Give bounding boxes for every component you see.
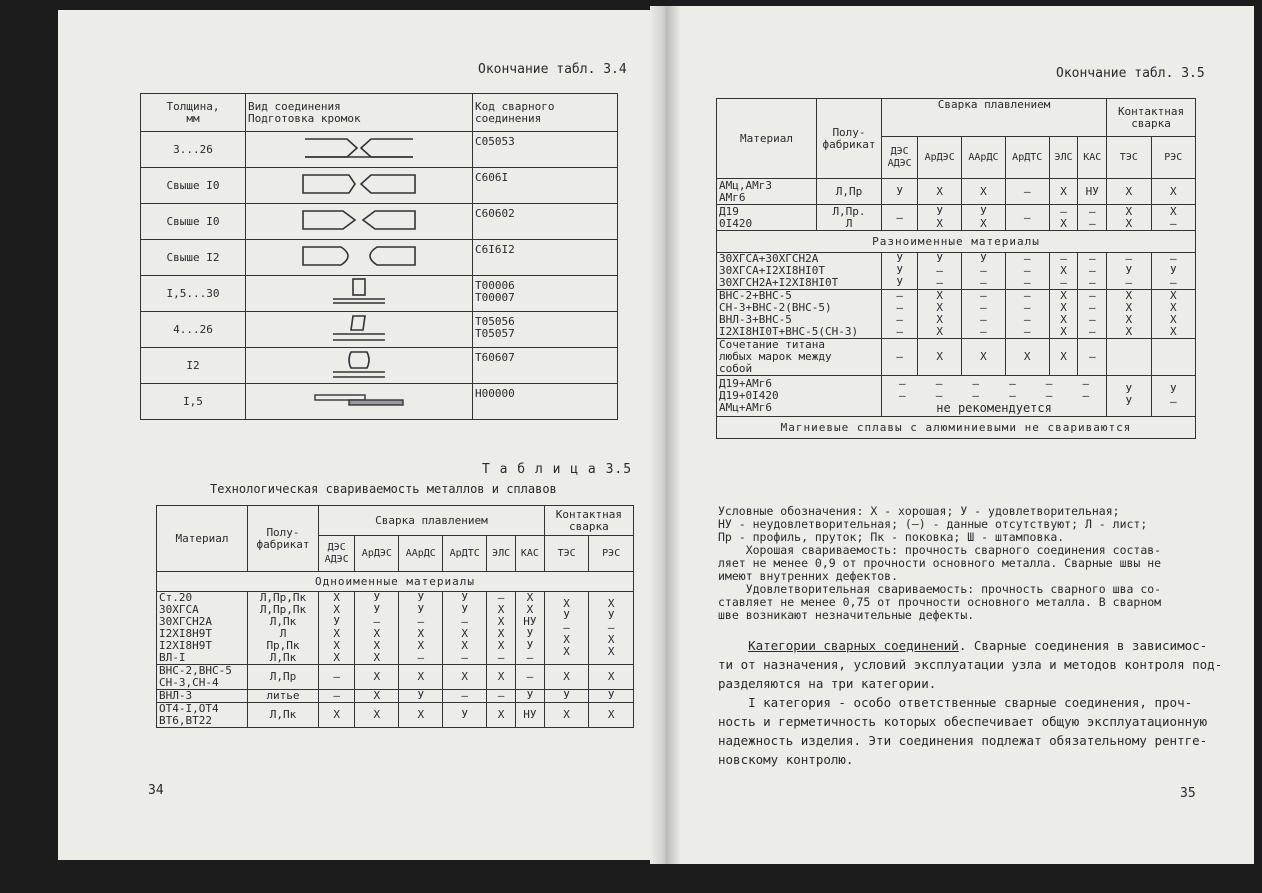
sub-header-4: ЭЛС: [487, 536, 516, 572]
t34-row: [141, 240, 618, 276]
rating-cell: У –: [1151, 376, 1195, 417]
rating-cell: У: [544, 690, 589, 703]
prose-body: ти от назначения, условий эксплуатации узла и методов контроля под- разделяются на три категории. I категория - особо ответственные сварные соединения, проч- ность и герметичность которых обеспечивает общую эксплуатационную надежность изделия. Эти соединения подлежат обязательному рентге- новскому контролю.: [718, 657, 1223, 767]
rating-cell: Х: [962, 179, 1006, 205]
code-cell: T60607: [473, 348, 618, 384]
book-spine: [650, 6, 680, 864]
rating-cell: У: [516, 690, 545, 703]
rating-cell: Х Х Х Х: [1151, 290, 1195, 339]
rating-cell: –: [1078, 339, 1107, 376]
table-3-5: [156, 505, 634, 728]
t34-row: [141, 276, 618, 312]
rating-value: – –: [935, 377, 943, 402]
rating-cell: У: [443, 703, 487, 728]
r-header-fusion: Сварка плавлением: [882, 99, 1107, 137]
header-semi: Полу- фабрикат: [248, 506, 319, 572]
joint-shape-cell: [246, 312, 473, 348]
continuation-label-35: Окончание табл. 3.5: [1056, 66, 1205, 81]
sub-header-5: КАС: [516, 536, 545, 572]
page-number-34: 34: [148, 783, 164, 798]
t35-row: [157, 592, 634, 665]
sub-header-5: КАС: [1078, 137, 1107, 179]
thickness-cell: Свыше I2: [141, 240, 246, 276]
rating-cell: Х: [589, 703, 634, 728]
rating-cell: – – – –: [1005, 290, 1049, 339]
sub-header-4: ЭЛС: [1049, 137, 1078, 179]
overlap-joint-icon: [248, 392, 470, 411]
rating-cell: У У – Х Х –: [399, 592, 443, 665]
prose-first-line: [718, 636, 1207, 655]
legend-text: Условные обозначения: Х - хорошая; У - удовлетворительная; НУ - неудовлетворительная; (–) - данные отсутствуют; Л - лист; Пр - профиль, пруток; Пк - поковка; Ш - штамповка. Хорошая свариваемость: прочность сварного соединения состав- ляет не менее 0,9 от прочности основного металла. Сварные швы не имеют внутренних дефектов. Удовлетворительная свариваемость: прочность сварного шва со- ставляет не менее 0,75 от прочности основного металла. В сварном шве возникают незначительные дефекты.: [718, 504, 1162, 622]
joint-shape-cell: [246, 168, 473, 204]
semi-cell: Л,Пр. Л: [817, 205, 882, 231]
code-cell: C6I6I2: [473, 240, 618, 276]
rating-cell: Х Х Х Х: [1107, 290, 1151, 339]
rating-cell: Х: [487, 665, 516, 690]
t35-row: [157, 690, 634, 703]
prose-heading: Категории сварных соединений: [748, 638, 959, 653]
semi-cell: Л,Пк: [248, 703, 319, 728]
header-fusion: Сварка плавлением: [319, 506, 545, 536]
rating-cell: Х: [544, 703, 589, 728]
rating-cell: Х: [399, 665, 443, 690]
rating-cell: Х –: [1151, 205, 1195, 231]
rating-cell: Х: [399, 703, 443, 728]
t34-row: [141, 168, 618, 204]
sub-header-0: ДЭС АДЭС: [882, 137, 918, 179]
t34-row: [141, 348, 618, 384]
thickness-cell: I,5...30: [141, 276, 246, 312]
rating-cell: Х: [1049, 339, 1078, 376]
r-header-semi: Полу- фабрикат: [817, 99, 882, 179]
r-row-mid: [717, 376, 1196, 417]
r-row-mid: [717, 290, 1196, 339]
rating-cell: – Х –: [1049, 253, 1078, 290]
sub-header-1: АрДЭС: [355, 536, 399, 572]
not-recommended-label: не рекомендуется: [936, 401, 1052, 415]
rating-cell: –: [319, 690, 355, 703]
rating-cell: Х Х НУ У У –: [516, 592, 545, 665]
rating-cell: У Х: [918, 205, 962, 231]
t34-row: [141, 132, 618, 168]
sub-header-3: АрДТС: [443, 536, 487, 572]
thickness-cell: Свыше I0: [141, 168, 246, 204]
continuation-label-34: Окончание табл. 3.4: [478, 62, 627, 77]
rating-cell: – – –: [1078, 253, 1107, 290]
table-label-3-5: Т а б л и ц а 3.5: [482, 462, 633, 477]
r-header-contact: Контактная сварка: [1107, 99, 1196, 137]
thickness-cell: I2: [141, 348, 246, 384]
rating-cell: –: [443, 690, 487, 703]
double-u-joint-icon: [248, 243, 470, 272]
rating-cell: –: [319, 665, 355, 690]
material-cell: ВНС-2+ВНС-5 СН-3+ВНС-2(ВНС-5) ВНЛ-3+ВНС-5 I2ХI8НI0Т+ВНС-5(СН-3): [717, 290, 882, 339]
rating-cell: Х: [443, 665, 487, 690]
joint-shape-cell: [246, 240, 473, 276]
rating-cell: –: [882, 339, 918, 376]
r-row-mid: [717, 339, 1196, 376]
rating-cell: [1107, 339, 1151, 376]
rating-cell: – У –: [1151, 253, 1195, 290]
tee-joint-icon: [248, 277, 470, 310]
table-title-3-5: Технологическая свариваемость металлов и сплавов: [210, 482, 557, 496]
rating-cell: – Х: [1049, 205, 1078, 231]
rating-cell: Х: [589, 665, 634, 690]
rating-cell: Х: [355, 690, 399, 703]
tee-round-joint-icon: [248, 348, 470, 383]
rating-cell: – – – –: [962, 290, 1006, 339]
rating-cell: –: [516, 665, 545, 690]
sub-header-6: ТЭС: [1107, 137, 1151, 179]
rating-cell: – – – –: [882, 290, 918, 339]
r-header-material: Материал: [717, 99, 817, 179]
tee-bevel-joint-icon: [248, 312, 470, 347]
rating-cell: У – –: [918, 253, 962, 290]
rating-cell: – У –: [1107, 253, 1151, 290]
t34-row: [141, 312, 618, 348]
material-cell: Сочетание титана любых марок между собой: [717, 339, 882, 376]
semi-cell: Л,Пр: [248, 665, 319, 690]
sub-header-6: ТЭС: [544, 536, 589, 572]
code-cell: T00006 T00007: [473, 276, 618, 312]
rating-cell: НУ: [1078, 179, 1107, 205]
x-bevel-joint-icon: [248, 135, 470, 164]
rating-cell: [1151, 339, 1195, 376]
r-row-mid: [717, 253, 1196, 290]
code-cell: C05053: [473, 132, 618, 168]
table-3-4: [140, 93, 618, 420]
t34-row: [141, 204, 618, 240]
rating-cell: –: [882, 205, 918, 231]
rating-cell: Х: [918, 339, 962, 376]
rating-cell: У У У: [882, 253, 918, 290]
rating-cell: Х Х У Х Х Х: [319, 592, 355, 665]
r-row-top: [717, 179, 1196, 205]
rating-cell: –: [1005, 205, 1049, 231]
rating-cell: –: [1005, 179, 1049, 205]
header-thickness: Толщина, мм: [141, 94, 246, 132]
semi-cell: Л,Пр: [817, 179, 882, 205]
section-different-materials: Разноименные материалы: [717, 231, 1196, 253]
rating-cell: Х: [1049, 179, 1078, 205]
rating-cell: У У: [1107, 376, 1151, 417]
header-code: Код сварного соединения: [473, 94, 618, 132]
section-same-materials: Одноименные материалы: [157, 572, 634, 592]
rating-cell: У Х: [962, 205, 1006, 231]
t34-row: [141, 384, 618, 420]
semi-cell: Л,Пр,Пк Л,Пр,Пк Л,Пк Л Пр,Пк Л,Пк: [248, 592, 319, 665]
sub-header-2: ААрДС: [962, 137, 1006, 179]
header-contact: Контактная сварка: [544, 506, 633, 536]
rating-cell: У У – Х Х Х: [355, 592, 399, 665]
rating-cell: Х: [355, 665, 399, 690]
rating-cell: Х: [918, 179, 962, 205]
sub-header-0: ДЭС АДЭС: [319, 536, 355, 572]
material-cell: ВНС-2,ВНС-5 СН-3,СН-4: [157, 665, 248, 690]
material-cell: ВНЛ-3: [157, 690, 248, 703]
sub-header-2: ААрДС: [399, 536, 443, 572]
material-cell: АМц,АМг3 АМг6: [717, 179, 817, 205]
rating-cell: – – –: [1005, 253, 1049, 290]
rating-cell: У: [589, 690, 634, 703]
rating-cell: У – –: [962, 253, 1006, 290]
rating-cell: Х: [355, 703, 399, 728]
not-recommended-cell: [882, 376, 1107, 417]
rating-cell: Х Х Х Х: [918, 290, 962, 339]
t35-row: [157, 665, 634, 690]
joint-shape-cell: [246, 204, 473, 240]
rating-cell: – Х Х Х Х –: [487, 592, 516, 665]
rating-cell: НУ: [516, 703, 545, 728]
rating-cell: У: [399, 690, 443, 703]
prose-first-tail: . Сварные соединения в зависимос-: [958, 638, 1208, 653]
header-joint-type: Вид соединения Подготовка кромок: [246, 94, 473, 132]
code-cell: H00000: [473, 384, 618, 420]
material-cell: Ст.20 30ХГСА 30ХГСН2А I2ХI8Н9Т I2ХI8Н9Т ВЛ-I: [157, 592, 248, 665]
sub-header-7: РЭС: [589, 536, 634, 572]
sub-header-1: АрДЭС: [918, 137, 962, 179]
rating-cell: – –: [1078, 205, 1107, 231]
sub-header-3: АрДТС: [1005, 137, 1049, 179]
code-cell: C606I: [473, 168, 618, 204]
code-cell: T05056 T05057: [473, 312, 618, 348]
material-cell: ОТ4-I,ОТ4 ВТ6,ВТ22: [157, 703, 248, 728]
rating-value: – –: [1045, 377, 1053, 402]
joint-shape-cell: [246, 132, 473, 168]
table-3-5-end: [716, 98, 1196, 439]
rating-value: – –: [1009, 377, 1016, 402]
joint-shape-cell: [246, 348, 473, 384]
rating-cell: Х: [319, 703, 355, 728]
dash-row: [884, 378, 1104, 402]
rating-cell: Х: [487, 703, 516, 728]
rating-cell: Х У – Х Х: [544, 592, 589, 665]
rating-cell: У: [882, 179, 918, 205]
semi-cell: литье: [248, 690, 319, 703]
rating-value: – –: [899, 377, 906, 402]
thickness-cell: 3...26: [141, 132, 246, 168]
t35-row: [157, 703, 634, 728]
header-material: Материал: [157, 506, 248, 572]
r-row-top: [717, 205, 1196, 231]
rating-cell: Х: [1005, 339, 1049, 376]
joint-shape-cell: [246, 276, 473, 312]
code-cell: C60602: [473, 204, 618, 240]
page-number-35: 35: [1180, 786, 1196, 801]
thickness-cell: Свыше I0: [141, 204, 246, 240]
rating-value: – –: [972, 377, 980, 402]
rating-cell: Х: [544, 665, 589, 690]
k-bevel-joint-icon: [248, 171, 470, 200]
rating-cell: Х Х: [1107, 205, 1151, 231]
rating-cell: Х: [962, 339, 1006, 376]
rating-cell: Х Х Х Х: [1049, 290, 1078, 339]
table-footer-note: Магниевые сплавы с алюминиевыми не свариваются: [717, 417, 1196, 439]
sub-header-7: РЭС: [1151, 137, 1195, 179]
rating-cell: Х: [1107, 179, 1151, 205]
rating-cell: Х: [1151, 179, 1195, 205]
rating-cell: У У – Х Х –: [443, 592, 487, 665]
joint-shape-cell: [246, 384, 473, 420]
double-k-joint-icon: [248, 207, 470, 236]
rating-cell: Х У – Х Х: [589, 592, 634, 665]
thickness-cell: I,5: [141, 384, 246, 420]
rating-cell: –: [487, 690, 516, 703]
material-cell: Д19+АМг6 Д19+0I420 АМц+АМг6: [717, 376, 882, 417]
rating-value: – –: [1082, 377, 1090, 402]
material-cell: 30ХГСА+30ХГСН2А 30ХГСА+I2ХI8НI0Т 30ХГСН2А+I2ХI8НI0Т: [717, 253, 882, 290]
material-cell: Д19 0I420: [717, 205, 817, 231]
rating-cell: – – – –: [1078, 290, 1107, 339]
thickness-cell: 4...26: [141, 312, 246, 348]
